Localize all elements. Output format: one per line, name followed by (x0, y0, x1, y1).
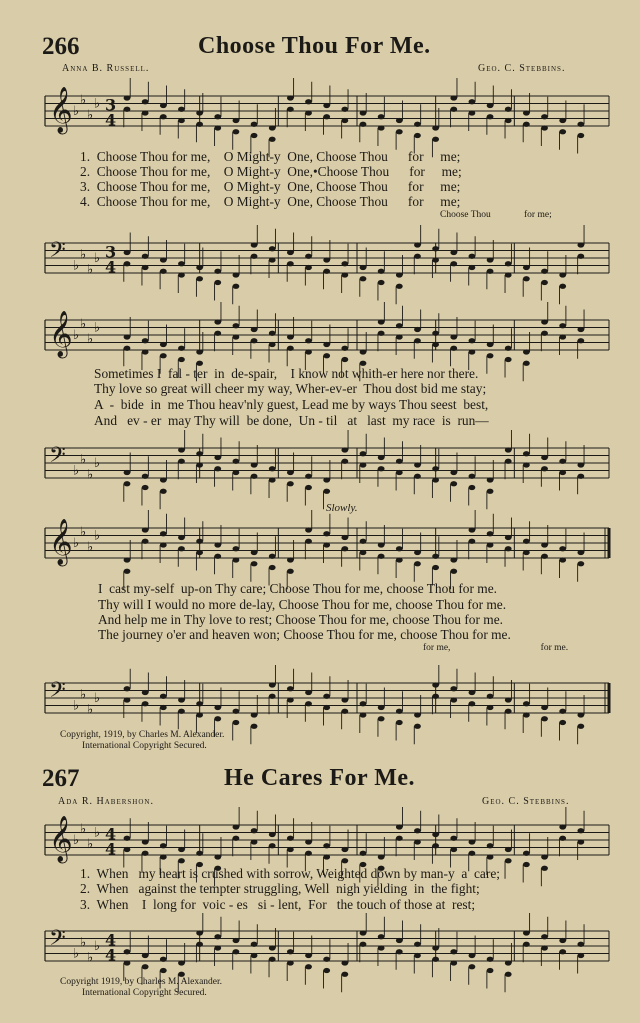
svg-text:♭: ♭ (80, 524, 87, 540)
svg-text:𝄞: 𝄞 (49, 816, 73, 862)
lyric-line: 3. Choose Thou for me, O Might-y One, Choose Thou for me; (80, 179, 461, 194)
copyright-notice (60, 977, 222, 999)
svg-text:♭: ♭ (73, 536, 80, 551)
svg-text:♭: ♭ (73, 328, 80, 343)
composer-credit: Geo. C. Stebbins. (478, 63, 566, 74)
svg-text:♭: ♭ (87, 262, 94, 278)
hymn-title: Choose Thou For Me. (198, 33, 431, 59)
lyric-line: A - bide in me Thou heav'nly guest, Lead me by ways Thou seest best, (94, 397, 489, 412)
music-staff (0, 520, 640, 570)
composer-credit: Geo. C. Stebbins. (482, 796, 570, 807)
svg-text:𝄢: 𝄢 (49, 443, 66, 473)
svg-text:♭: ♭ (73, 104, 80, 119)
hymn-number: 267 (42, 765, 80, 792)
svg-text:♭: ♭ (94, 939, 101, 954)
svg-text:3: 3 (105, 95, 117, 115)
svg-text:4: 4 (105, 839, 117, 859)
music-staff (0, 440, 640, 490)
svg-text:♭: ♭ (94, 251, 101, 266)
lyric-line: I cast my-self up-on Thy care; Choose Thou for me, choose Thou for me. (98, 581, 498, 596)
svg-text:♭: ♭ (94, 456, 101, 471)
lyric-line: 2. When against the tempter struggling, Well nigh yielding in the fight; (80, 881, 480, 896)
svg-text:♭: ♭ (73, 463, 80, 479)
svg-text:♭: ♭ (80, 935, 87, 951)
svg-text:♭: ♭ (73, 258, 80, 274)
copyright-line: Copyright 1919, by Charles M. Alexander. (60, 977, 223, 987)
svg-text:♭: ♭ (73, 698, 80, 714)
svg-text:4: 4 (105, 945, 117, 965)
lyric-line: 1. When my heart is crushed with sorrow, Weighted down by man-y a care; (80, 866, 500, 881)
svg-text:♭: ♭ (87, 836, 94, 852)
music-staff (0, 312, 640, 362)
svg-text:♭: ♭ (73, 833, 80, 848)
svg-text:4: 4 (105, 257, 117, 277)
lyricist-credit: Ada R. Habershon. (58, 796, 154, 807)
svg-text:♭: ♭ (87, 331, 94, 347)
svg-text:4: 4 (105, 110, 117, 130)
lyric-line: The journey o'er and heaven won; Choose Thou for me, choose Thou for me. (98, 627, 511, 642)
music-staff (0, 235, 640, 285)
lyric-line: Sometimes I fal - ter in de-spair, I know not whith-er here nor there. (94, 366, 479, 381)
svg-text:𝄞: 𝄞 (49, 311, 73, 357)
svg-text:𝄞: 𝄞 (49, 519, 73, 565)
echo-text: for me, for me. (423, 643, 569, 653)
lyric-line: And ev - er may Thy will be done, Un - til at last my race is run— (94, 413, 489, 428)
music-staff (0, 675, 640, 725)
copyright-line: International Copyright Secured. (82, 988, 207, 998)
svg-text:♭: ♭ (80, 247, 87, 263)
svg-text:♭: ♭ (87, 107, 94, 123)
music-staff (0, 817, 640, 867)
music-staff (0, 923, 640, 973)
lyric-line: Thy love so great will cheer my way, Wher-ev-er Thou dost bid me stay; (94, 381, 487, 396)
svg-text:♭: ♭ (80, 452, 87, 468)
svg-text:♭: ♭ (87, 702, 94, 718)
svg-text:♭: ♭ (73, 946, 80, 962)
svg-text:♭: ♭ (80, 92, 87, 108)
svg-text:♭: ♭ (87, 950, 94, 966)
svg-text:𝄢: 𝄢 (49, 238, 66, 268)
lyricist-credit: Anna B. Russell. (62, 63, 150, 74)
svg-text:♭: ♭ (80, 821, 87, 837)
svg-text:3: 3 (105, 242, 117, 262)
lyric-line: Thy will I would no more de-lay, Choose Thou for me, choose Thou for me. (98, 597, 507, 612)
svg-text:𝄢: 𝄢 (49, 678, 66, 708)
svg-text:4: 4 (105, 824, 117, 844)
svg-text:4: 4 (105, 930, 117, 950)
svg-text:♭: ♭ (94, 825, 101, 841)
echo-text: Choose Thou for me; (440, 210, 552, 220)
copyright-line: Copyright, 1919, by Charles M. Alexander. (60, 730, 225, 740)
svg-text:♭: ♭ (94, 691, 101, 706)
svg-text:𝄞: 𝄞 (49, 87, 73, 133)
svg-text:♭: ♭ (80, 316, 87, 332)
lyric-line: 1. Choose Thou for me, O Might-y One, Choose Thou for me; (80, 149, 461, 164)
svg-text:♭: ♭ (87, 539, 94, 555)
copyright-line: International Copyright Secured. (82, 741, 207, 751)
svg-text:♭: ♭ (80, 687, 87, 703)
lyric-line: 2. Choose Thou for me, O Might-y One,•Choose Thou for me; (80, 164, 462, 179)
lyric-line: 3. When I long for voic - es si - lent, For the touch of those at rest; (80, 897, 476, 912)
lyric-line: And help me in Thy love to rest; Choose Thou for me, choose Thou for me. (98, 612, 504, 627)
svg-text:♭: ♭ (87, 467, 94, 483)
tempo-marking: Slowly. (326, 502, 358, 514)
music-staff (0, 88, 640, 138)
copyright-notice (60, 730, 224, 752)
lyric-line: 4. Choose Thou for me, O Might-y One, Choose Thou for me; (80, 194, 461, 209)
hymn-number: 266 (42, 33, 80, 60)
svg-text:♭: ♭ (94, 320, 101, 336)
svg-text:♭: ♭ (94, 96, 101, 112)
svg-text:♭: ♭ (94, 528, 101, 544)
hymn-title: He Cares For Me. (224, 765, 416, 791)
svg-text:𝄢: 𝄢 (49, 926, 66, 956)
